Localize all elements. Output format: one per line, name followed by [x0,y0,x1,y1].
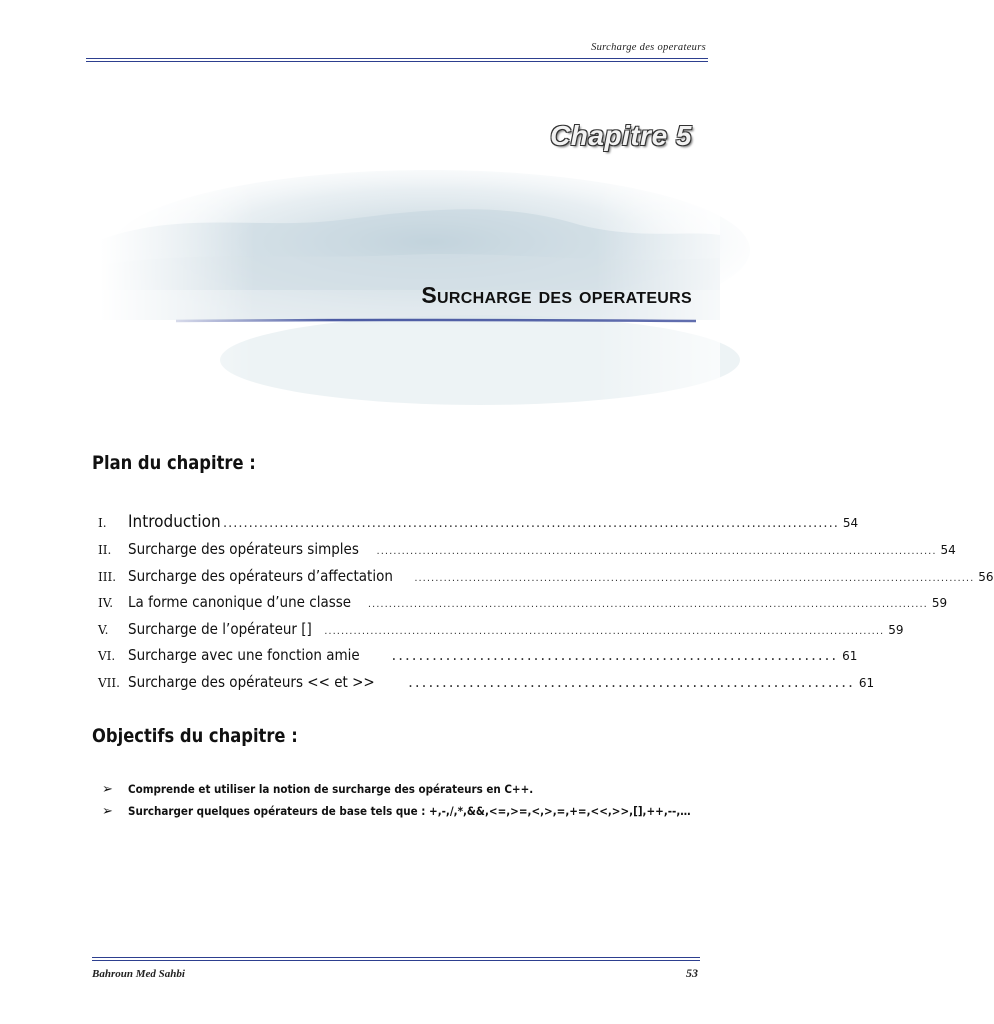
page-number: 53 [686,966,698,980]
toc-item-label: Surcharge de l’opérateur [] [128,619,312,638]
toc-item-label: Introduction [128,512,221,532]
toc-item-page: 61 [858,675,875,690]
toc-item-number: III. [98,569,117,584]
toc-leader-dots: ...................................................................................................................................... [376,546,937,557]
toc-item-page: 61 [842,649,858,663]
objectives-list [102,778,702,822]
toc-item[interactable] [98,540,956,567]
footer-rule [92,957,700,958]
toc-leader-dots: ........................................................................................................................ [222,516,839,531]
toc-item[interactable] [98,619,904,647]
objective-text: Comprende et utiliser la notion de surcharge des opérateurs en C++. [128,782,534,796]
toc-item-page: 54 [842,516,859,530]
toc-item[interactable] [98,646,858,673]
objective-text: Surcharger quelques opérateurs de base tels que : +,-,/,*,&&,<=,>=,<,>,=,+=,<<,>>,[],++,--,… [128,804,691,818]
toc-item-page: 56 [978,569,994,584]
toc-item-page: 59 [931,596,948,610]
header-rule-secondary [86,61,708,62]
toc-item[interactable] [98,593,948,620]
toc-item[interactable] [98,672,875,700]
footer-author: Bahroun Med Sahbi [92,968,185,980]
toc-item-number: VI. [98,649,116,663]
toc-item-label: Surcharge avec une fonction amie [128,646,360,664]
toc-leader-dots: ...................................................................................................................................... [367,599,928,610]
toc-item-page: 59 [888,622,904,637]
toc-leader-dots: ...................................................................................................................................... [324,625,885,637]
list-item [102,800,702,822]
objectives-heading: Objectifs du chapitre : [92,725,298,747]
table-of-contents [98,512,994,699]
toc-item[interactable] [98,566,994,594]
arrow-bullet-icon: ➢ [102,781,113,797]
plan-heading: Plan du chapitre : [92,452,256,474]
footer-rule-secondary [92,960,700,961]
toc-item-number: I. [98,516,107,530]
toc-item-label: La forme canonique d’une classe [128,593,352,611]
toc-item-page: 54 [940,543,956,557]
title-underline [176,318,696,324]
toc-item[interactable] [98,512,859,540]
toc-item-label: Surcharge des opérateurs d’affectation [128,566,393,585]
chapter-title: Surcharge des operateurs [421,282,692,308]
header-rule [86,58,708,59]
toc-item-number: V. [98,622,109,637]
toc-item-number: VII. [98,675,120,690]
toc-leader-dots: .................................................................. [408,672,855,691]
toc-item-label: Surcharge des opérateurs simples [128,540,359,558]
toc-item-number: II. [98,543,112,557]
arrow-bullet-icon: ➢ [102,803,113,819]
toc-item-label: Surcharge des opérateurs << et >> [128,672,375,691]
toc-leader-dots: .................................................................. [391,646,839,664]
running-header: Surcharge des operateurs [591,42,706,53]
chapter-number: Chapitre 5 [550,120,692,151]
toc-item-number: IV. [98,596,114,610]
toc-leader-dots: ...................................................................................................................................... [414,572,975,584]
list-item [102,778,702,800]
